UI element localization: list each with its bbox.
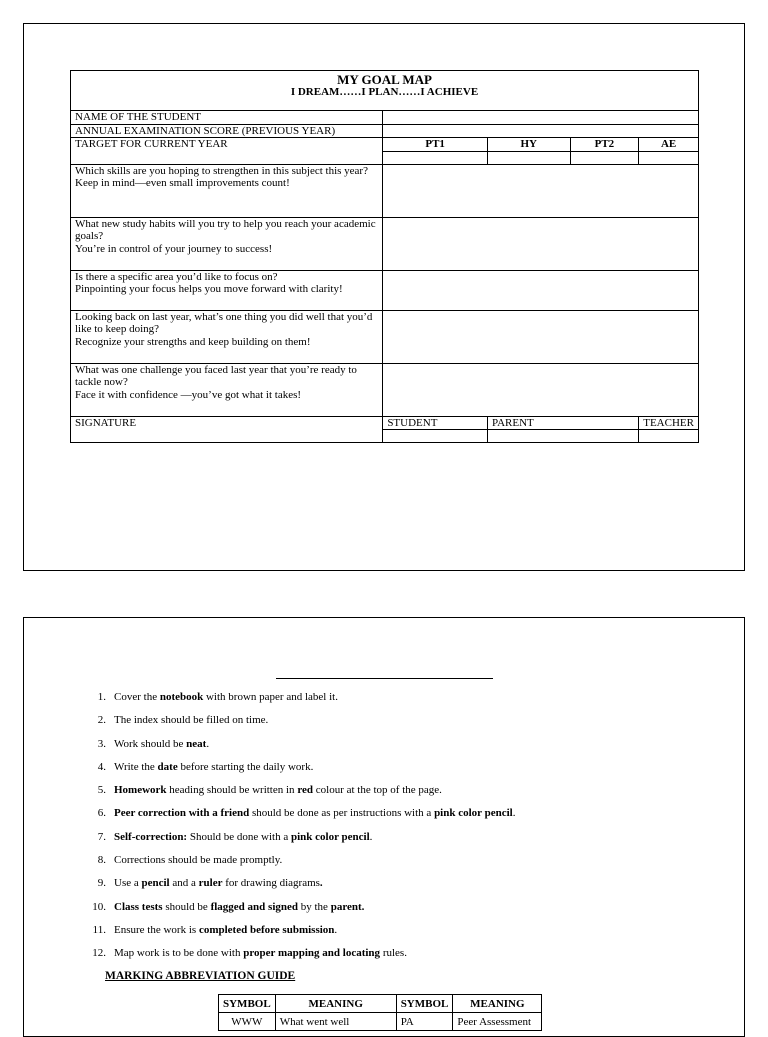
signature-student-field[interactable] bbox=[383, 430, 488, 443]
exam-header-ae: AE bbox=[639, 138, 699, 152]
answer-focus-area-field[interactable] bbox=[383, 270, 699, 310]
question-text: What new study habits will you try to help you reach your academic goals? bbox=[75, 217, 376, 242]
question-text: What was one challenge you faced last year that you’re ready to tackle now? bbox=[75, 363, 357, 388]
rule-text: for drawing diagrams bbox=[222, 877, 320, 890]
question-did-well bbox=[71, 310, 383, 363]
rule-text: by the bbox=[298, 900, 331, 913]
rule-item bbox=[88, 760, 728, 783]
rule-item bbox=[88, 853, 728, 876]
name-label: NAME OF THE STUDENT bbox=[71, 111, 383, 125]
abbr-symbol-cell: PA bbox=[396, 1013, 453, 1031]
rule-item bbox=[88, 946, 728, 969]
rule-text: Homework bbox=[114, 784, 167, 797]
name-field[interactable] bbox=[383, 111, 699, 125]
rule-item bbox=[88, 690, 728, 713]
rule-item bbox=[88, 737, 728, 760]
rule-item bbox=[88, 783, 728, 806]
rule-text: . bbox=[369, 830, 373, 843]
rule-text: should be done as per instructions with a bbox=[249, 807, 435, 820]
rule-text: Peer correction with a friend bbox=[114, 807, 250, 820]
rule-text: proper mapping and locating bbox=[243, 947, 381, 960]
rule-text: Map work is to be done with bbox=[114, 947, 244, 960]
rule-text: with brown paper and label it. bbox=[203, 691, 338, 703]
question-focus-area bbox=[71, 270, 383, 310]
rule-item bbox=[88, 806, 728, 829]
rule-text: should be bbox=[162, 900, 211, 913]
exam-header-hy: HY bbox=[487, 138, 570, 152]
answer-challenge-field[interactable] bbox=[383, 363, 699, 416]
question-encouragement: Keep in mind—even small improvements count! bbox=[75, 177, 290, 189]
score-label: ANNUAL EXAMINATION SCORE (PREVIOUS YEAR) bbox=[71, 124, 383, 138]
rule-text: parent. bbox=[330, 900, 365, 913]
rule-item bbox=[88, 923, 728, 946]
rule-text: completed before submission bbox=[198, 923, 335, 936]
rule-text: Work should be bbox=[114, 737, 187, 750]
rule-text: and a bbox=[169, 877, 199, 890]
rule-text: Should be done with a bbox=[187, 830, 291, 843]
rule-number: 6. bbox=[97, 807, 106, 820]
abbr-header-symbol: SYMBOL bbox=[396, 995, 453, 1013]
answer-did-well-field[interactable] bbox=[383, 310, 699, 363]
question-text: Is there a specific area you’d like to focus on? bbox=[75, 270, 278, 283]
target-hy-field[interactable] bbox=[487, 151, 570, 164]
notebook-rules-page bbox=[23, 617, 745, 1037]
rule-text: Write the bbox=[114, 760, 158, 773]
rule-text: before starting the daily work. bbox=[177, 760, 314, 773]
question-text: Which skills are you hoping to strengthen in this subject this year? bbox=[75, 164, 368, 177]
rule-number: 1. bbox=[97, 691, 106, 703]
question-study-habits bbox=[71, 217, 383, 270]
rule-text: pink color pencil bbox=[291, 830, 370, 843]
rule-number: 2. bbox=[97, 714, 106, 727]
rule-text: ruler bbox=[198, 877, 223, 890]
signature-label: SIGNATURE bbox=[71, 416, 383, 443]
rule-text: . bbox=[512, 807, 516, 820]
signature-header-teacher: TEACHER bbox=[639, 416, 699, 430]
goal-map-subtitle: I DREAM……I PLAN……I ACHIEVE bbox=[290, 86, 479, 98]
question-encouragement: Recognize your strengths and keep building on them! bbox=[75, 335, 311, 348]
answer-skills-field[interactable] bbox=[383, 164, 699, 217]
rule-text: Ensure the work is bbox=[114, 923, 199, 936]
abbr-header-meaning: MEANING bbox=[453, 995, 542, 1013]
exam-header-pt1: PT1 bbox=[383, 138, 488, 152]
rule-number: 8. bbox=[97, 854, 106, 867]
rule-number: 5. bbox=[97, 784, 106, 797]
rule-number: 11. bbox=[92, 923, 106, 936]
rule-text: The index should be filled on time. bbox=[114, 714, 269, 727]
goal-map-table bbox=[70, 70, 699, 443]
rule-text: date bbox=[157, 760, 178, 773]
rule-number: 3. bbox=[97, 737, 106, 750]
question-skills bbox=[71, 164, 383, 217]
rule-number: 7. bbox=[97, 830, 106, 843]
signature-header-student: STUDENT bbox=[383, 416, 488, 430]
abbr-meaning-cell: What went well bbox=[275, 1013, 396, 1031]
rule-text: red bbox=[297, 784, 313, 797]
abbr-symbol-cell: WWW bbox=[219, 1013, 276, 1031]
question-encouragement: Pinpointing your focus helps you move forward with clarity! bbox=[75, 283, 343, 295]
abbr-meaning-cell: Peer Assessment bbox=[453, 1013, 542, 1031]
rule-number: 10. bbox=[92, 900, 106, 913]
rule-item bbox=[88, 900, 728, 923]
rule-number: 9. bbox=[97, 877, 106, 890]
rule-text: Use a bbox=[114, 877, 142, 890]
rule-item bbox=[88, 830, 728, 853]
rule-number: 4. bbox=[97, 760, 106, 773]
rule-text: . bbox=[334, 923, 338, 936]
goal-map-header bbox=[71, 71, 699, 111]
question-encouragement: You’re in control of your journey to success! bbox=[75, 242, 273, 255]
rule-text: flagged and signed bbox=[210, 900, 298, 913]
notebook-rules-list bbox=[88, 690, 728, 970]
abbr-header-symbol: SYMBOL bbox=[219, 995, 276, 1013]
score-field[interactable] bbox=[383, 124, 699, 138]
marking-guide-title: MARKING ABBREVIATION GUIDE bbox=[105, 970, 296, 982]
rule-item bbox=[88, 876, 728, 899]
signature-parent-field[interactable] bbox=[487, 430, 638, 443]
rule-text: colour at the top of the page. bbox=[313, 784, 442, 797]
rule-text: neat bbox=[186, 737, 207, 750]
question-encouragement: Face it with confidence —you’ve got what it takes! bbox=[75, 388, 302, 401]
rule-text: Self-correction: bbox=[114, 830, 188, 843]
question-text: Looking back on last year, what’s one thing you did well that you’d like to keep doing? bbox=[75, 310, 373, 335]
target-pt2-field[interactable] bbox=[570, 151, 639, 164]
rule-text: Class tests bbox=[114, 900, 163, 913]
abbr-header-meaning: MEANING bbox=[275, 995, 396, 1013]
marking-abbreviation-table bbox=[218, 994, 542, 1031]
rule-text: Corrections should be made promptly. bbox=[114, 854, 283, 867]
answer-study-habits-field[interactable] bbox=[383, 217, 699, 270]
rule-text: Cover the bbox=[114, 691, 160, 703]
goal-map-page bbox=[23, 23, 745, 571]
target-pt1-field[interactable] bbox=[383, 151, 488, 164]
target-label: TARGET FOR CURRENT YEAR bbox=[71, 138, 383, 165]
rule-text: rules. bbox=[380, 947, 407, 960]
goal-map-title: MY GOAL MAP bbox=[337, 72, 432, 87]
rule-text: pink color pencil bbox=[434, 807, 513, 820]
rule-item bbox=[88, 713, 728, 736]
rule-number: 12. bbox=[92, 947, 106, 960]
rule-text: pencil bbox=[141, 877, 170, 890]
heading-underline bbox=[276, 678, 493, 679]
signature-header-parent: PARENT bbox=[487, 416, 638, 430]
exam-header-pt2: PT2 bbox=[570, 138, 639, 152]
signature-teacher-field[interactable] bbox=[639, 430, 699, 443]
question-challenge bbox=[71, 363, 383, 416]
rule-text: heading should be written in bbox=[166, 784, 298, 797]
rule-text: notebook bbox=[159, 691, 204, 703]
rule-text: . bbox=[206, 737, 210, 750]
target-ae-field[interactable] bbox=[639, 151, 699, 164]
rule-text: . bbox=[319, 877, 323, 890]
